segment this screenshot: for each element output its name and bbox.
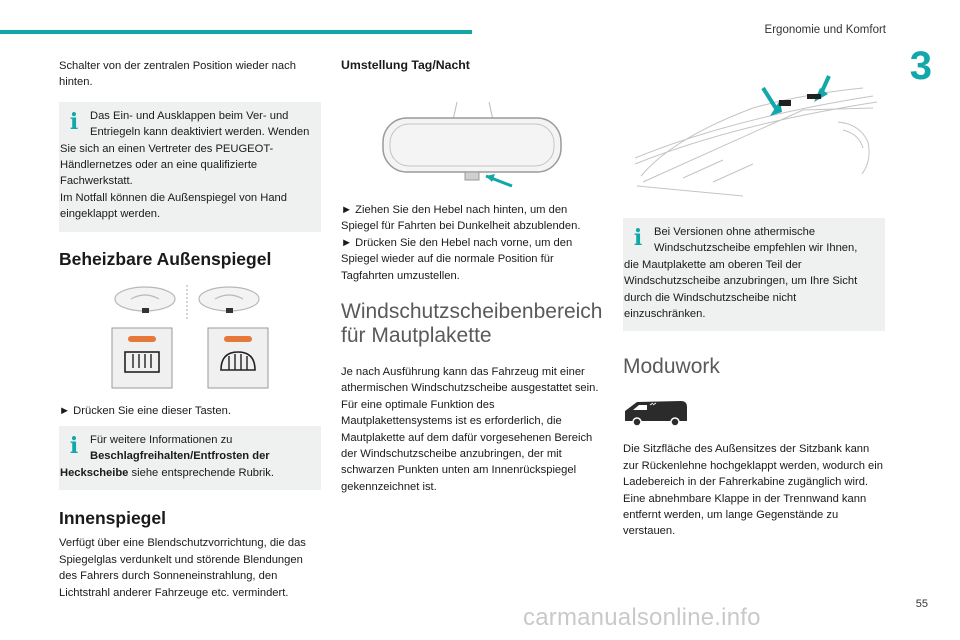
info-text: Im Notfall können die Außenspiegel von Hand bbox=[60, 191, 287, 204]
top-accent-bar bbox=[0, 30, 472, 34]
heading-heated-mirrors: Beheizbare Außenspiegel bbox=[59, 248, 272, 269]
info-text: Das Ein- und Ausklappen beim Ver- und bbox=[90, 109, 289, 122]
heading-toll-line1: Windschutzscheibenbereich bbox=[341, 300, 603, 324]
step-normal-mirror: ► Drücken Sie den Hebel nach vorne, um den Spiegel wieder auf die normale Position für Tagfahrten umzustellen. bbox=[341, 236, 573, 282]
windshield-icon bbox=[623, 58, 885, 208]
info-text: siehe entsprechende Rubrik. bbox=[128, 466, 274, 479]
column-1 bbox=[59, 58, 321, 601]
interior-mirror-text: Verfügt über eine Blendschutzvorrichtung, die das Spiegelglas verdunkelt und störende Blendungen des Fahrers durch Sonneneinstrahlung, den Lichtstrahl anderer Fahrzeuge etc. vermindert. bbox=[59, 537, 306, 599]
info-box-defrost bbox=[59, 426, 321, 490]
info-icon: i bbox=[633, 225, 643, 251]
heading-day-night: Umstellung Tag/Nacht bbox=[341, 58, 470, 72]
mirror-heater-icon bbox=[59, 282, 321, 322]
info-text: Für weitere Informationen zu bbox=[90, 434, 233, 447]
info-icon: i bbox=[69, 108, 79, 135]
column-3 bbox=[623, 58, 885, 540]
info-text-bold: Heckscheibe bbox=[60, 466, 129, 479]
instruction-press-button: ► Drücken Sie eine dieser Tasten. bbox=[59, 404, 231, 417]
info-text: die Mautplakette am oberen Teil der bbox=[624, 258, 802, 271]
van-icon bbox=[623, 395, 885, 429]
info-text: einzuschränken. bbox=[624, 308, 706, 321]
info-text: Händlernetzes oder an eine qualifizierte bbox=[60, 159, 258, 172]
info-text: Entriegeln kann deaktiviert werden. Wenden bbox=[90, 126, 310, 139]
heading-interior-mirror: Innenspiegel bbox=[59, 508, 166, 529]
heading-toll-line2: für Mautplakette bbox=[341, 324, 492, 348]
heading-moduwork: Moduwork bbox=[623, 355, 720, 379]
info-text: Bei Versionen ohne athermische bbox=[654, 226, 816, 238]
info-text: Windschutzscheibe empfehlen wir Ihnen, bbox=[654, 242, 858, 255]
column-2 bbox=[341, 58, 603, 495]
info-icon: i bbox=[69, 433, 79, 460]
rearview-mirror-icon bbox=[341, 80, 603, 192]
chapter-number: 3 bbox=[909, 44, 932, 88]
watermark: carmanualsonline.info bbox=[523, 604, 761, 631]
toll-text: Je nach Ausführung kann das Fahrzeug mit einer athermischen Windschutzscheibe ausgestattet sein. Für eine optimale Funktion des Mautplakettensystems ist es erforderlich, die Mautplakette auf dem dafür vorgesehenen Bereich der Windschutzscheibe anzubringen, der mit schwarzen Punkten unten am Innenrückspiegel gekennzeichnet ist. bbox=[341, 366, 599, 493]
section-header-title: Ergonomie und Komfort bbox=[764, 24, 886, 36]
info-text: Windschutzscheibe anzubringen, um Ihre Sicht bbox=[624, 275, 858, 288]
info-text: Fachwerkstatt. bbox=[60, 175, 133, 188]
info-box-folding bbox=[59, 102, 321, 232]
info-text-bold: Beschlagfreihalten/Entfrosten der bbox=[90, 450, 270, 463]
info-box-toll bbox=[623, 218, 885, 331]
info-text: durch die Windschutzscheibe nicht bbox=[624, 291, 797, 304]
page-number: 55 bbox=[915, 598, 928, 610]
info-text: Sie sich an einen Vertreter des PEUGEOT- bbox=[60, 142, 274, 155]
info-text: eingeklappt werden. bbox=[60, 208, 161, 221]
step-dim-mirror: ► Ziehen Sie den Hebel nach hinten, um den Spiegel für Fahrten bei Dunkelheit abzublenden. bbox=[341, 204, 581, 233]
intro-text: Schalter von der zentralen Position wieder nach hinten. bbox=[59, 60, 296, 89]
moduwork-text: Die Sitzfläche des Außensitzes der Sitzbank kann zur Rückenlehne hochgeklappt werden, wodurch ein Ladebereich in der Fahrerkabine zugänglich wird. Eine abnehmbare Klappe in der Trennwand kann entfernt werden, um lange Gegenstände zu verstauen. bbox=[623, 443, 883, 538]
heading-toll-area bbox=[341, 300, 603, 348]
rear-defrost-icon bbox=[59, 326, 321, 390]
